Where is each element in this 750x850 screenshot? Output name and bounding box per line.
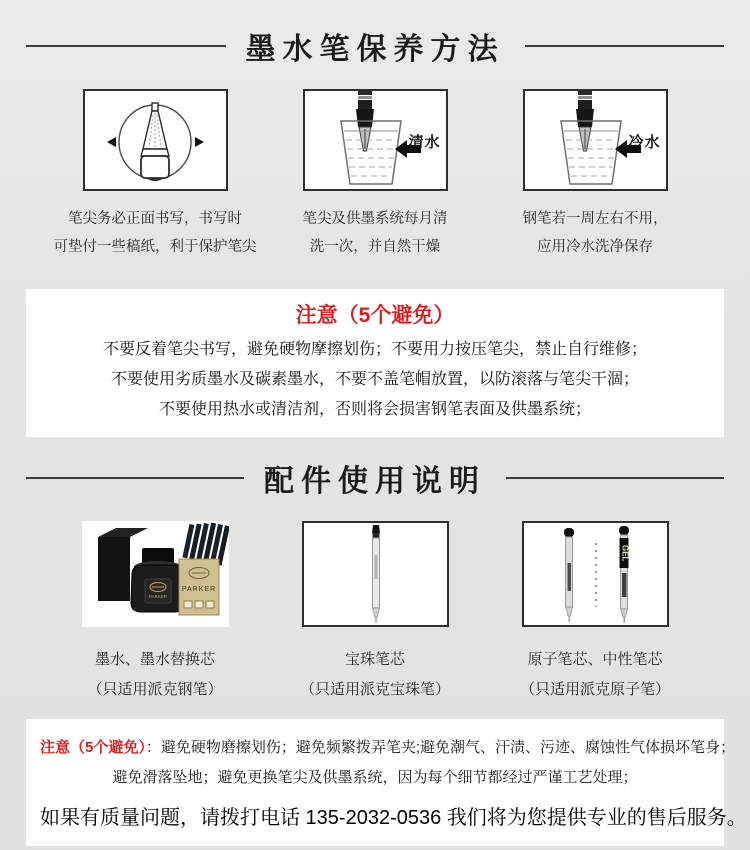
rollerball-refill-image [302,521,449,627]
care-notice-line: 不要反着笔尖书写，避免硬物摩擦划伤；不要用力按压笔尖，禁止自行维修； [102,341,647,358]
title-rule-left [26,45,226,47]
caption-line: （只适用派克宝珠笔） [299,681,450,698]
gel-refill-label: GEL [620,545,629,562]
water-label-qingshui: 清水 [408,134,441,152]
parker-bottle-label: PARKER [148,594,167,599]
ink-set-drawing [82,521,229,627]
accessory-caption-ink [87,645,222,705]
care-notice-line: 不要使用热水或清洁剂，否则将会损害钢笔表面及供墨系统； [158,401,591,418]
rollerball-refill-drawing [304,523,447,625]
caption-line: 笔尖务必正面书写，书写时 [68,211,242,227]
caption-line: 墨水、墨水替换芯 [94,651,215,668]
accessory-caption-refills [520,645,670,705]
care-caption-nib [54,205,257,261]
pen-coldwater-in-cup-icon [523,89,668,191]
care-items-row [0,89,750,261]
section2-title-row [0,459,750,497]
title-rule-right [525,45,725,47]
title-rule-left [26,477,244,479]
caption-line: 洗一次，并自然干燥 [309,239,441,255]
care-notice-title: 注意（5个避免） [295,304,455,327]
parker-pack-label: PARKER [181,586,216,593]
pen-rinse-in-cup-icon [303,89,448,191]
accessory-caption-rollerball [300,645,450,705]
accessory-notice-box [26,719,747,846]
accessory-refills [485,521,705,705]
ink-bottle-cartridges-image [82,521,229,627]
after-sales-service-line: 如果有质量问题，请拨打电话 135-2032-0536 我们将为您提供专业的售后服务。 [40,807,747,829]
caption-line: （只适用派克钢笔） [87,681,223,698]
caption-line: 原子笔芯、中性笔芯 [527,651,663,668]
caption-line: 笔尖及供墨系统每月清 [302,211,448,227]
caption-line: 钢笔若一周左右不用， [522,211,668,227]
refills-pair-drawing [524,523,667,625]
caption-line: 应用冷水洗净保存 [537,239,653,255]
water-label-lengshui: 冷水 [628,134,661,152]
section2-title: 配件使用说明 [264,465,486,498]
care-caption-rinse [303,205,448,261]
accessories-row [0,521,750,705]
section1-title-row [0,27,750,65]
accessory-notice-text1: 避免硬物磨擦划伤；避免频繁拨弄笔夹;避免潮气、汗渍、污迹、腐蚀性气体损坏笔身； [160,739,736,756]
accessory-ink [45,521,265,705]
caption-line: （只适用派克原子笔） [519,681,670,698]
nib-front-view-drawing [85,91,226,189]
care-notice-box [26,289,724,437]
section1-title: 墨水笔保养方法 [245,33,505,66]
title-rule-right [506,477,724,479]
care-item-coldwater [485,89,705,261]
caption-line: 可垫付一些稿纸，利于保护笔尖 [53,239,257,255]
nib-front-view-icon [83,89,228,191]
care-caption-coldwater [523,205,668,261]
care-notice-line: 不要使用劣质墨水及碳素墨水，不要不盖笔帽放置，以防滚落与笔尖干涸； [110,371,639,388]
accessory-notice-colon: ： [145,739,161,756]
care-item-rinse [265,89,485,261]
caption-line: 宝珠笔芯 [344,651,405,668]
accessory-rollerball [265,521,485,705]
accessory-notice-label: 注意（5个避免） [40,739,146,756]
accessory-notice-line2: 避免滑落坠地；避免更换笔尖及供墨系统，因为每个细节都经过严谨工艺处理； [112,769,638,786]
accessory-notice-line1 [40,733,736,763]
care-item-nib [45,89,265,261]
ballpoint-gel-refills-image [522,521,669,627]
